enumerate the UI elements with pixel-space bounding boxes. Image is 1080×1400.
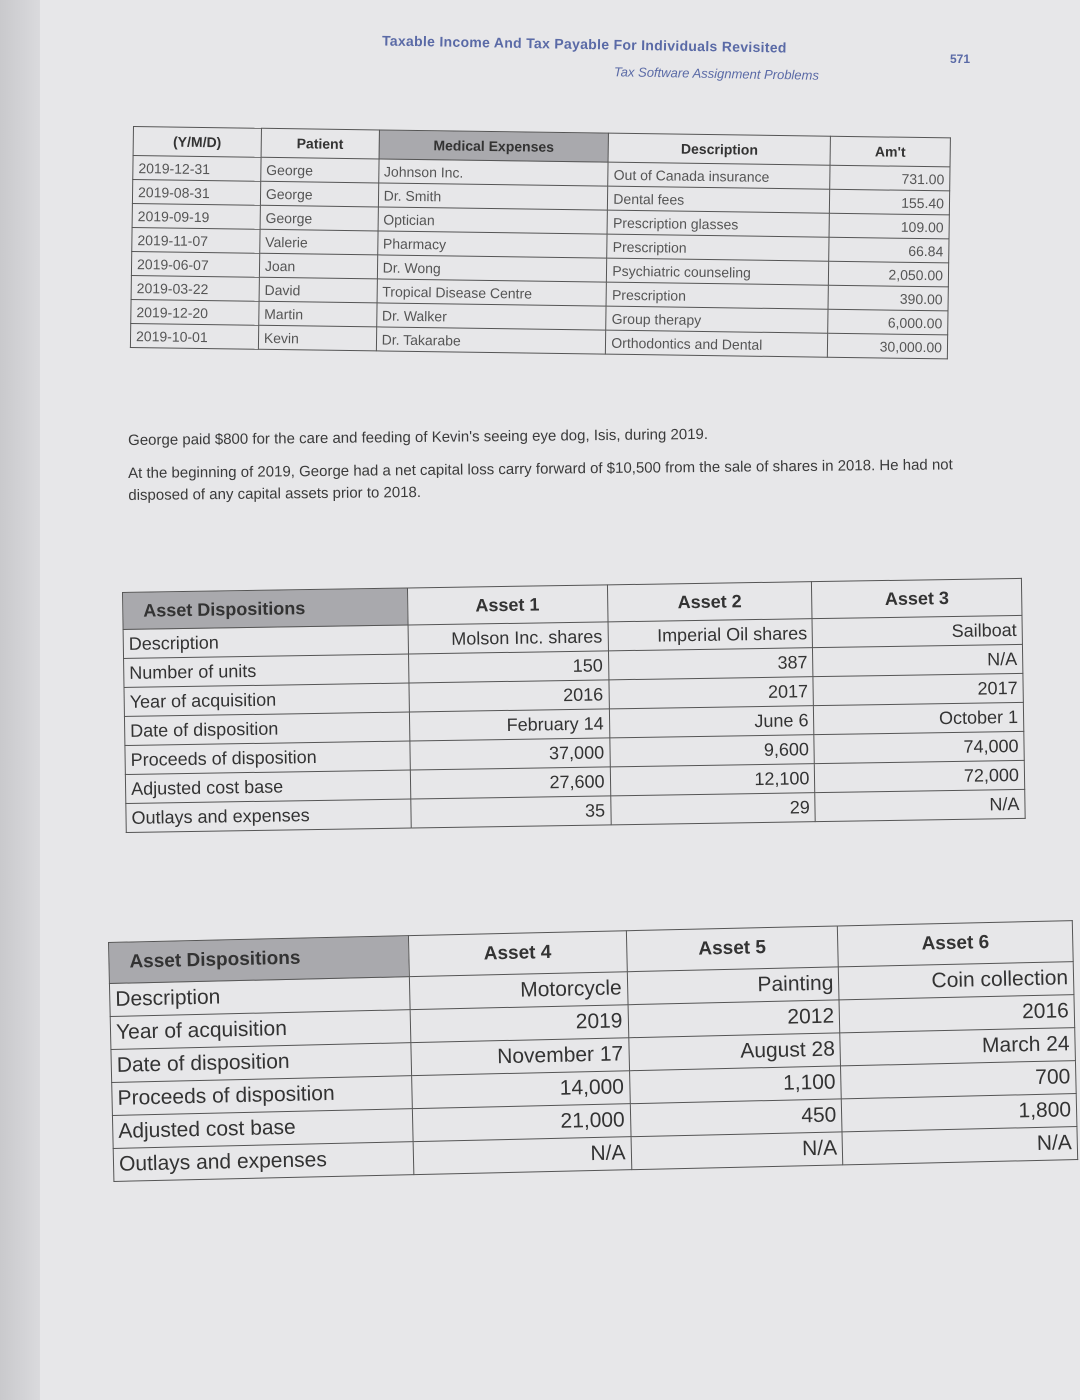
table-cell: Joan bbox=[259, 253, 377, 279]
table-cell: Proceeds of disposition bbox=[125, 741, 410, 774]
running-subtitle: Tax Software Assignment Problems bbox=[613, 64, 820, 83]
table-cell: 2019-12-31 bbox=[133, 156, 261, 182]
table-cell: 2019-11-07 bbox=[132, 227, 260, 253]
table-cell: 35 bbox=[410, 796, 610, 828]
page-number: 571 bbox=[950, 52, 971, 66]
table-cell: 2019-06-07 bbox=[131, 251, 259, 277]
table-cell: 27,600 bbox=[410, 767, 610, 799]
table-cell: 700 bbox=[841, 1061, 1076, 1099]
table-cell: June 6 bbox=[609, 706, 814, 738]
table-cell: 1,100 bbox=[629, 1066, 841, 1104]
table-cell: Coin collection bbox=[838, 962, 1073, 1000]
table-cell: 155.40 bbox=[829, 189, 949, 215]
table-cell: 2016 bbox=[409, 680, 609, 712]
table-cell: Sailboat bbox=[812, 615, 1022, 647]
table-cell: 390.00 bbox=[828, 285, 948, 311]
running-title: Taxable Income And Tax Payable For Individuals Revisited bbox=[381, 32, 787, 56]
table-cell: Painting bbox=[627, 967, 839, 1005]
table-cell: 2016 bbox=[839, 995, 1074, 1033]
table-cell: Orthodontics and Dental bbox=[606, 330, 828, 357]
table-cell: 12,100 bbox=[610, 764, 815, 796]
table-cell: 2,050.00 bbox=[828, 261, 948, 287]
paragraph-capital-loss: At the beginning of 2019, George had a net capital loss carry forward of $10,500 from the sale of shares in 2018. He had not disposed of any capital assets prior to 2018. bbox=[128, 456, 953, 504]
table-cell: 109.00 bbox=[829, 213, 949, 239]
table-cell: Psychiatric counseling bbox=[607, 258, 829, 285]
table-cell: Pharmacy bbox=[377, 231, 607, 258]
table-cell: Kevin bbox=[258, 325, 376, 351]
page-gutter-shadow bbox=[0, 0, 40, 1400]
table-cell: Adjusted cost base bbox=[112, 1109, 412, 1149]
table-cell: November 17 bbox=[411, 1038, 629, 1076]
table-cell: 30,000.00 bbox=[827, 333, 947, 359]
table-cell: 2019-10-01 bbox=[130, 323, 258, 349]
header-asset-1: Asset 1 bbox=[407, 585, 607, 625]
table-cell: Prescription bbox=[607, 234, 829, 261]
table-cell: George bbox=[260, 205, 378, 231]
table-cell: Molson Inc. shares bbox=[408, 622, 608, 654]
table-cell: 2019-12-20 bbox=[131, 299, 259, 325]
header-asset-3: Asset 3 bbox=[812, 578, 1022, 618]
table-cell: 2017 bbox=[608, 677, 813, 709]
table-cell: Description bbox=[123, 625, 408, 658]
table-cell: Date of disposition bbox=[124, 712, 409, 745]
table-cell: Dr. Takarabe bbox=[376, 327, 606, 354]
table-cell: 29 bbox=[610, 793, 815, 825]
header-asset-2: Asset 2 bbox=[607, 582, 812, 622]
table-cell: Year of acquisition bbox=[124, 683, 409, 716]
header-medical-expenses: Medical Expenses bbox=[379, 130, 609, 162]
table-cell: Outlays and expenses bbox=[113, 1142, 413, 1182]
table-cell: Johnson Inc. bbox=[378, 159, 608, 186]
table-cell: Prescription bbox=[606, 282, 828, 309]
table-cell: Martin bbox=[259, 301, 377, 327]
table-cell: George bbox=[260, 181, 378, 207]
table-cell: 66.84 bbox=[829, 237, 949, 263]
header-amount: Am't bbox=[830, 136, 950, 167]
table-cell: Year of acquisition bbox=[110, 1010, 410, 1050]
table-cell: Adjusted cost base bbox=[125, 770, 410, 803]
table-cell: 72,000 bbox=[815, 760, 1025, 792]
table-cell: N/A bbox=[813, 644, 1023, 676]
table-cell: 6,000.00 bbox=[828, 309, 948, 335]
header-description: Description bbox=[608, 133, 830, 165]
table-cell: 387 bbox=[608, 648, 813, 680]
table-cell: 37,000 bbox=[410, 738, 610, 770]
table-cell: 450 bbox=[630, 1099, 842, 1137]
table-cell: February 14 bbox=[409, 709, 609, 741]
table-cell: 2019-09-19 bbox=[132, 203, 260, 229]
table-cell: Outlays and expenses bbox=[126, 799, 411, 832]
table-cell: George bbox=[261, 157, 379, 183]
table-cell: 731.00 bbox=[830, 165, 950, 191]
table-cell: Out of Canada insurance bbox=[608, 162, 830, 189]
table-cell: Description bbox=[109, 977, 409, 1017]
table-cell: October 1 bbox=[814, 702, 1024, 734]
table-cell: 2019 bbox=[410, 1005, 628, 1043]
header-asset-6: Asset 6 bbox=[838, 921, 1074, 967]
table-cell: March 24 bbox=[840, 1028, 1075, 1066]
table-cell: Dental fees bbox=[608, 186, 830, 213]
table-cell: 2012 bbox=[628, 1000, 840, 1038]
table-cell: 1,800 bbox=[841, 1094, 1076, 1132]
table-cell: Dr. Smith bbox=[378, 183, 608, 210]
table-cell: N/A bbox=[413, 1137, 631, 1175]
table-cell: August 28 bbox=[628, 1033, 840, 1071]
table-cell: Number of units bbox=[124, 654, 409, 687]
table-cell: N/A bbox=[842, 1127, 1077, 1165]
table-cell: Imperial Oil shares bbox=[608, 619, 813, 651]
header-asset-dispositions: Asset Dispositions bbox=[123, 588, 408, 629]
table-cell: Dr. Walker bbox=[376, 303, 606, 330]
table-cell: 2017 bbox=[813, 673, 1023, 705]
table-cell: Dr. Wong bbox=[377, 255, 607, 282]
table-cell: Proceeds of disposition bbox=[112, 1076, 412, 1116]
table-cell: 150 bbox=[408, 651, 608, 683]
table-cell: Tropical Disease Centre bbox=[377, 279, 607, 306]
table-cell: David bbox=[259, 277, 377, 303]
header-patient: Patient bbox=[261, 128, 379, 159]
table-cell: Group therapy bbox=[606, 306, 828, 333]
header-asset-4: Asset 4 bbox=[408, 931, 627, 977]
table-cell: Valerie bbox=[260, 229, 378, 255]
table-cell: Optician bbox=[378, 207, 608, 234]
table-cell: 21,000 bbox=[412, 1104, 630, 1142]
table-cell: Prescription glasses bbox=[607, 210, 829, 237]
table-cell: Motorcycle bbox=[409, 972, 627, 1010]
table-cell: N/A bbox=[631, 1132, 843, 1170]
table-cell: 9,600 bbox=[609, 735, 814, 767]
table-cell: 14,000 bbox=[411, 1071, 629, 1109]
medical-expenses-table bbox=[130, 126, 951, 359]
table-cell: 74,000 bbox=[814, 731, 1024, 763]
asset-dispositions-table-2 bbox=[108, 920, 1078, 1182]
header-date: (Y/M/D) bbox=[133, 127, 261, 158]
header-asset-dispositions: Asset Dispositions bbox=[109, 936, 410, 984]
header-asset-5: Asset 5 bbox=[626, 926, 839, 972]
paragraph-seeing-eye-dog: George paid $800 for the care and feeding of Kevin's seeing eye dog, Isis, during 2019. bbox=[128, 425, 709, 449]
asset-dispositions-table-1 bbox=[122, 578, 1026, 833]
table-cell: N/A bbox=[815, 789, 1025, 821]
table-cell: 2019-03-22 bbox=[131, 275, 259, 301]
table-cell: Date of disposition bbox=[111, 1043, 411, 1083]
table-cell: 2019-08-31 bbox=[132, 180, 260, 206]
